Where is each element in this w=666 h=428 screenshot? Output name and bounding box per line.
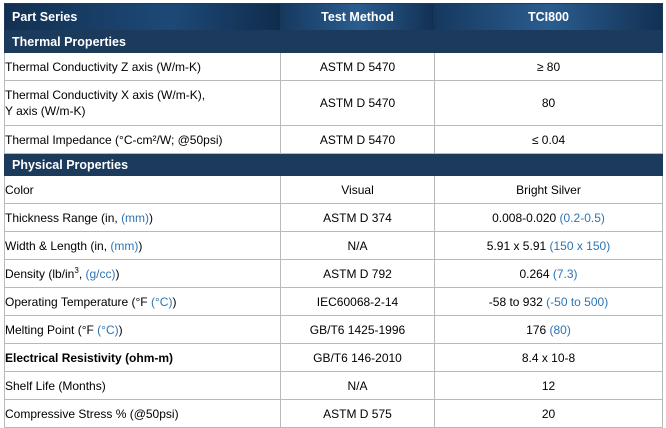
row-value-thermal-conductivity-xy: 80: [435, 81, 663, 126]
table-row: [5, 288, 663, 316]
row-method-electrical-resistivity: GB/T6 146-2010: [281, 344, 435, 372]
row-label-electrical-resistivity: Electrical Resistivity (ohm-m): [5, 344, 281, 372]
table-row: [5, 316, 663, 344]
row-value-alt: (-50 to 500): [546, 294, 609, 309]
row-label-text-end: ): [115, 267, 120, 281]
row-label-text-end: ): [118, 322, 123, 337]
row-label-text-end: ): [172, 294, 177, 309]
row-label-unit-alt: (°C): [97, 322, 119, 337]
row-label-text: Thickness Range (in,: [5, 210, 122, 225]
row-label-thickness-range: [5, 204, 281, 232]
table-row: [5, 344, 663, 372]
row-method-melting-point: GB/T6 1425-1996: [281, 316, 435, 344]
row-label-melting-point: [5, 316, 281, 344]
row-value-electrical-resistivity: 8.4 x 10-8: [435, 344, 663, 372]
row-value-shelf-life: 12: [435, 372, 663, 400]
header-test-method: Test Method: [281, 4, 435, 31]
table-row: [5, 53, 663, 81]
row-label-compressive-stress: Compressive Stress % (@50psi): [5, 400, 281, 428]
row-method-shelf-life: N/A: [281, 372, 435, 400]
row-method-thermal-impedance: ASTM D 5470: [281, 126, 435, 154]
section-row-thermal: [5, 31, 663, 53]
row-value-primary: 0.008-0.020: [492, 210, 560, 225]
row-value-color: Bright Silver: [435, 176, 663, 204]
row-label-density: [5, 260, 281, 288]
row-value-primary: -58 to 932: [488, 294, 547, 309]
row-label-sep: ,: [78, 267, 86, 281]
row-label-line1: Thermal Conductivity X axis (W/m-K),: [5, 87, 206, 102]
row-label-line2: Y axis (W/m-K): [5, 104, 86, 118]
section-row-physical: [5, 154, 663, 176]
section-label-thermal: Thermal Properties: [5, 31, 663, 53]
header-tci800: TCI800: [435, 4, 663, 31]
table-row: [5, 81, 663, 126]
row-label-unit-alt: (mm): [121, 210, 150, 225]
row-label-text-end: ): [138, 238, 143, 253]
row-value-operating-temperature: [435, 288, 663, 316]
header-part-series: Part Series: [5, 4, 281, 31]
row-value-alt: (7.3): [552, 266, 578, 281]
row-value-density: [435, 260, 663, 288]
row-value-width-length: [435, 232, 663, 260]
section-label-physical: Physical Properties: [5, 154, 663, 176]
row-value-thickness-range: [435, 204, 663, 232]
row-method-density: ASTM D 792: [281, 260, 435, 288]
row-value-alt: (150 x 150): [549, 238, 611, 253]
row-label-text: Width & Length (in,: [5, 238, 111, 253]
table-row: [5, 260, 663, 288]
row-value-primary: 0.264: [519, 266, 553, 281]
table-row: [5, 126, 663, 154]
table-row: [5, 400, 663, 428]
table-row: [5, 176, 663, 204]
row-label-unit-alt: (°C): [150, 294, 173, 309]
row-value-thermal-conductivity-z: ≥ 80: [435, 53, 663, 81]
row-label-superscript: 3: [74, 266, 79, 275]
row-label-text: Density (lb/in: [5, 267, 75, 281]
table-row: [5, 372, 663, 400]
row-label-color: Color: [5, 176, 281, 204]
row-label-unit-alt: (mm): [110, 238, 139, 253]
row-value-primary: 5.91 x 5.91: [486, 238, 550, 253]
row-label-unit-alt: (g/cc): [85, 267, 116, 281]
row-value-thermal-impedance: ≤ 0.04: [435, 126, 663, 154]
row-label-text: Operating Temperature (°F: [5, 294, 151, 309]
row-label-text-end: ): [149, 210, 154, 225]
table-row: [5, 232, 663, 260]
row-method-width-length: N/A: [281, 232, 435, 260]
row-value-compressive-stress: 20: [435, 400, 663, 428]
row-label-text: Melting Point (°F: [5, 322, 98, 337]
row-method-thermal-conductivity-z: ASTM D 5470: [281, 53, 435, 81]
table-header-row: [5, 4, 663, 31]
row-value-melting-point: [435, 316, 663, 344]
row-value-alt: (0.2-0.5): [559, 210, 605, 225]
row-method-thickness-range: ASTM D 374: [281, 204, 435, 232]
row-label-thermal-impedance: Thermal Impedance (°C-cm²/W; @50psi): [5, 126, 281, 154]
row-value-alt: (80): [549, 322, 571, 337]
row-label-shelf-life: Shelf Life (Months): [5, 372, 281, 400]
row-label-thermal-conductivity-z: Thermal Conductivity Z axis (W/m-K): [5, 53, 281, 81]
row-label-width-length: [5, 232, 281, 260]
row-label-thermal-conductivity-xy: [5, 81, 281, 126]
row-method-thermal-conductivity-xy: ASTM D 5470: [281, 81, 435, 126]
product-specification-table: [4, 3, 663, 428]
row-method-color: Visual: [281, 176, 435, 204]
table-row: [5, 204, 663, 232]
row-value-primary: 176: [526, 322, 550, 337]
row-method-operating-temperature: IEC60068-2-14: [281, 288, 435, 316]
row-label-operating-temperature: [5, 288, 281, 316]
row-method-compressive-stress: ASTM D 575: [281, 400, 435, 428]
